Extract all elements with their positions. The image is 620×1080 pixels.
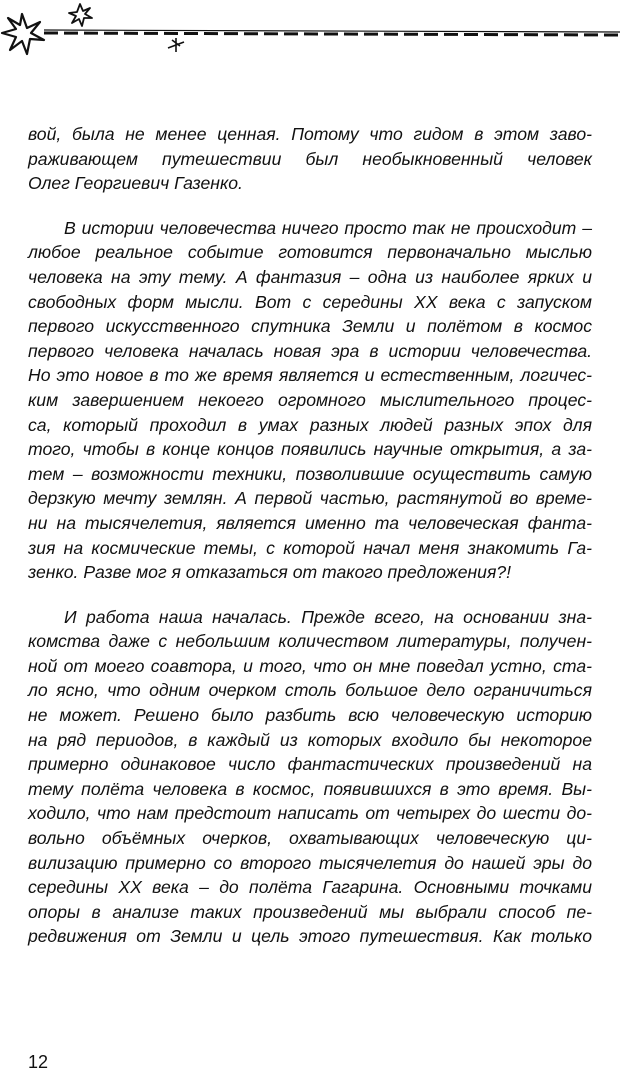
- page-number: 12: [28, 1052, 49, 1072]
- star-icon: [69, 4, 92, 26]
- paragraph-1: [28, 122, 592, 196]
- decorative-header: [0, 0, 620, 80]
- text-line: не может. Решено было разбить всю человеческую историю: [28, 705, 592, 726]
- text-line: ной от моего соавтора, и того, что он мне поведал устно, ста-: [28, 655, 592, 676]
- text-line: са, который проходил в умах разных людей разных эпох для: [28, 414, 592, 435]
- text-line: тему полёта человека в космос, появившихся в это время. Вы-: [28, 778, 592, 799]
- text-line: редвижения от Земли и цель этого путешествия. Как только: [28, 926, 592, 947]
- text-line: комства даже с небольшим количеством литературы, получен-: [28, 631, 592, 652]
- text-line: вой, была не менее ценная. Потому что гидом в этом заво-: [28, 124, 592, 144]
- star-divider-icon: [0, 0, 620, 80]
- text-line: ким завершением некоего огромного мыслительного процес-: [28, 389, 592, 410]
- text-line: опоры в анализе таких произведений мы выбрали способ пе-: [28, 901, 592, 922]
- star-icon: [2, 14, 44, 54]
- paragraph-3: [28, 605, 592, 949]
- text-line: дерзкую мечту землян. А первой частью, растянутой во време-: [28, 488, 592, 509]
- text-line: того, чтобы в конце концов появились научные открытия, а за-: [28, 439, 592, 460]
- text-line: ни на тысячелетия, является именно та человеческая фанта-: [28, 512, 592, 533]
- text-line: ло ясно, что одним очерком столь большое дело ограничиться: [28, 680, 592, 701]
- text-line: вилизацию примерно со второго тысячелетия до нашей эры до: [28, 852, 592, 873]
- text-line: тем – возможности техники, позволившие осуществить самую: [28, 463, 592, 484]
- text-line: примерно одинаковое число фантастических произведений на: [28, 754, 592, 775]
- spark-icon: [168, 38, 184, 52]
- text-line: человека на эту тему. А фантазия – одна из наиболее ярких и: [28, 266, 592, 287]
- text-line: Олег Георгиевич Газенко.: [28, 173, 243, 194]
- text-line: на ряд периодов, в каждый из которых входило бы некоторое: [28, 729, 592, 750]
- text-line: вольно объёмных очерков, охватывающих человеческую ци-: [28, 828, 592, 849]
- text-line: Но это новое в то же время является и естественным, логичес-: [28, 365, 592, 386]
- paragraph-2: [28, 216, 592, 585]
- text-line: раживающем путешествии был необыкновенный человек: [28, 148, 592, 169]
- text-line: И работа наша началась. Прежде всего, на основании зна-: [64, 606, 592, 627]
- text-line: ходило, что нам предстоит написать от четырех до шести до-: [28, 803, 592, 824]
- text-line: В истории человечества ничего просто так не происходит –: [64, 217, 592, 238]
- text-line: первого искусственного спутника Земли и полётом в космос: [28, 316, 592, 337]
- text-line: зенко. Разве мог я отказаться от такого предложения?!: [28, 562, 512, 583]
- text-line: середины XX века – до полёта Гагарина. Основными точками: [28, 877, 592, 898]
- text-line: первого человека началась новая эра в истории человечества.: [28, 340, 592, 361]
- text-line: любое реальное событие готовится первоначально мыслью: [28, 242, 592, 263]
- text-line: зия на космические темы, с которой начал меня знакомить Га-: [28, 537, 592, 558]
- text-line: свободных форм мысли. Вот с середины XX века с запуском: [28, 291, 592, 312]
- page-text: [28, 122, 592, 949]
